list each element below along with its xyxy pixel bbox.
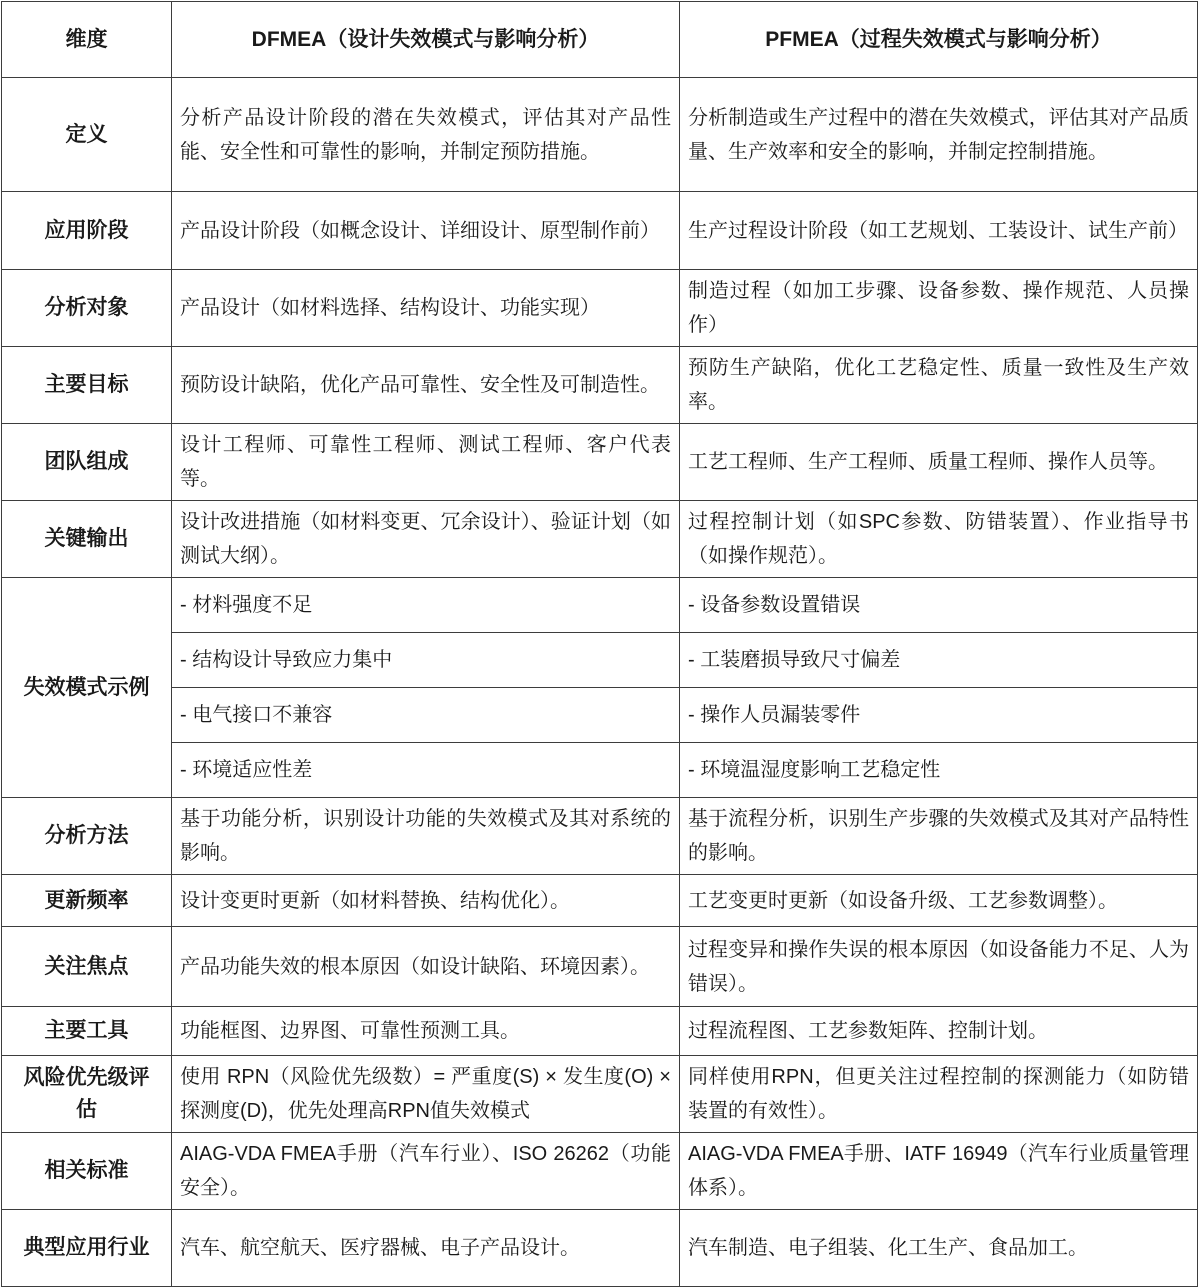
row-label: 定义 — [2, 78, 172, 192]
table-row-main-tools — [2, 1007, 1198, 1056]
table-row-analysis-object — [2, 270, 1198, 347]
row-label: 分析方法 — [2, 798, 172, 875]
table-row-key-outputs — [2, 501, 1198, 578]
row-label-failure-examples: 失效模式示例 — [2, 578, 172, 798]
header-pfmea: PFMEA（过程失效模式与影响分析） — [680, 2, 1198, 78]
dfmea-cell: 设计工程师、可靠性工程师、测试工程师、客户代表等。 — [172, 424, 680, 501]
pfmea-cell: 制造过程（如加工步骤、设备参数、操作规范、人员操作） — [680, 270, 1198, 347]
table-header-row — [2, 2, 1198, 78]
pfmea-cell: 基于流程分析，识别生产步骤的失效模式及其对产品特性的影响。 — [680, 798, 1198, 875]
dfmea-cell: 产品设计（如材料选择、结构设计、功能实现） — [172, 270, 680, 347]
table-row-risk-priority-assessment — [2, 1056, 1198, 1133]
pfmea-cell: 过程流程图、工艺参数矩阵、控制计划。 — [680, 1007, 1198, 1056]
pfmea-cell: 汽车制造、电子组装、化工生产、食品加工。 — [680, 1210, 1198, 1287]
table-row-definition — [2, 78, 1198, 192]
pfmea-cell: 工艺变更时更新（如设备升级、工艺参数调整）。 — [680, 875, 1198, 927]
row-label: 团队组成 — [2, 424, 172, 501]
pfmea-cell: - 操作人员漏装零件 — [680, 688, 1198, 743]
table-row-failure-example-3 — [2, 688, 1198, 743]
table-row-application-phase — [2, 192, 1198, 270]
table-row-failure-example-4 — [2, 743, 1198, 798]
table-row-focus — [2, 927, 1198, 1007]
pfmea-cell: 过程控制计划（如SPC参数、防错装置）、作业指导书（如操作规范）。 — [680, 501, 1198, 578]
row-label: 风险优先级评估 — [2, 1056, 172, 1133]
dfmea-cell: 设计改进措施（如材料变更、冗余设计）、验证计划（如测试大纲）。 — [172, 501, 680, 578]
row-label: 主要目标 — [2, 347, 172, 424]
row-label: 关注焦点 — [2, 927, 172, 1007]
table-row-update-frequency — [2, 875, 1198, 927]
dfmea-cell: 汽车、航空航天、医疗器械、电子产品设计。 — [172, 1210, 680, 1287]
dfmea-cell: 基于功能分析，识别设计功能的失效模式及其对系统的影响。 — [172, 798, 680, 875]
dfmea-cell: - 材料强度不足 — [172, 578, 680, 633]
table-row-team-composition — [2, 424, 1198, 501]
dfmea-cell: - 结构设计导致应力集中 — [172, 633, 680, 688]
pfmea-cell: - 设备参数设置错误 — [680, 578, 1198, 633]
table-row-related-standards — [2, 1133, 1198, 1210]
pfmea-cell: 工艺工程师、生产工程师、质量工程师、操作人员等。 — [680, 424, 1198, 501]
row-label: 主要工具 — [2, 1007, 172, 1056]
dfmea-cell: 预防设计缺陷，优化产品可靠性、安全性及可制造性。 — [172, 347, 680, 424]
pfmea-cell: 分析制造或生产过程中的潜在失效模式，评估其对产品质量、生产效率和安全的影响，并制定控制措施。 — [680, 78, 1198, 192]
row-label: 更新频率 — [2, 875, 172, 927]
row-label: 分析对象 — [2, 270, 172, 347]
pfmea-cell: 过程变异和操作失误的根本原因（如设备能力不足、人为错误）。 — [680, 927, 1198, 1007]
dfmea-cell: 产品功能失效的根本原因（如设计缺陷、环境因素）。 — [172, 927, 680, 1007]
row-label: 典型应用行业 — [2, 1210, 172, 1287]
pfmea-cell: 同样使用RPN，但更关注过程控制的探测能力（如防错装置的有效性）。 — [680, 1056, 1198, 1133]
header-dimension: 维度 — [2, 2, 172, 78]
table-row-main-goals — [2, 347, 1198, 424]
dfmea-cell: - 环境适应性差 — [172, 743, 680, 798]
pfmea-cell: - 工装磨损导致尺寸偏差 — [680, 633, 1198, 688]
dfmea-cell: 功能框图、边界图、可靠性预测工具。 — [172, 1007, 680, 1056]
dfmea-cell: 使用 RPN（风险优先级数）= 严重度(S) × 发生度(O) × 探测度(D)，优先处理高RPN值失效模式 — [172, 1056, 680, 1133]
dfmea-cell: 分析产品设计阶段的潜在失效模式，评估其对产品性能、安全性和可靠性的影响，并制定预防措施。 — [172, 78, 680, 192]
dfmea-pfmea-comparison-table — [1, 1, 1198, 1287]
dfmea-cell: - 电气接口不兼容 — [172, 688, 680, 743]
table-row-failure-example-1 — [2, 578, 1198, 633]
table-row-typical-industries — [2, 1210, 1198, 1287]
row-label: 应用阶段 — [2, 192, 172, 270]
pfmea-cell: - 环境温湿度影响工艺稳定性 — [680, 743, 1198, 798]
table-row-failure-example-2 — [2, 633, 1198, 688]
pfmea-cell: 预防生产缺陷，优化工艺稳定性、质量一致性及生产效率。 — [680, 347, 1198, 424]
dfmea-cell: AIAG-VDA FMEA手册（汽车行业）、ISO 26262（功能安全）。 — [172, 1133, 680, 1210]
pfmea-cell: 生产过程设计阶段（如工艺规划、工装设计、试生产前） — [680, 192, 1198, 270]
pfmea-cell: AIAG-VDA FMEA手册、IATF 16949（汽车行业质量管理体系）。 — [680, 1133, 1198, 1210]
dfmea-cell: 产品设计阶段（如概念设计、详细设计、原型制作前） — [172, 192, 680, 270]
table-row-analysis-method — [2, 798, 1198, 875]
header-dfmea: DFMEA（设计失效模式与影响分析） — [172, 2, 680, 78]
row-label: 相关标准 — [2, 1133, 172, 1210]
row-label: 关键输出 — [2, 501, 172, 578]
dfmea-cell: 设计变更时更新（如材料替换、结构优化）。 — [172, 875, 680, 927]
